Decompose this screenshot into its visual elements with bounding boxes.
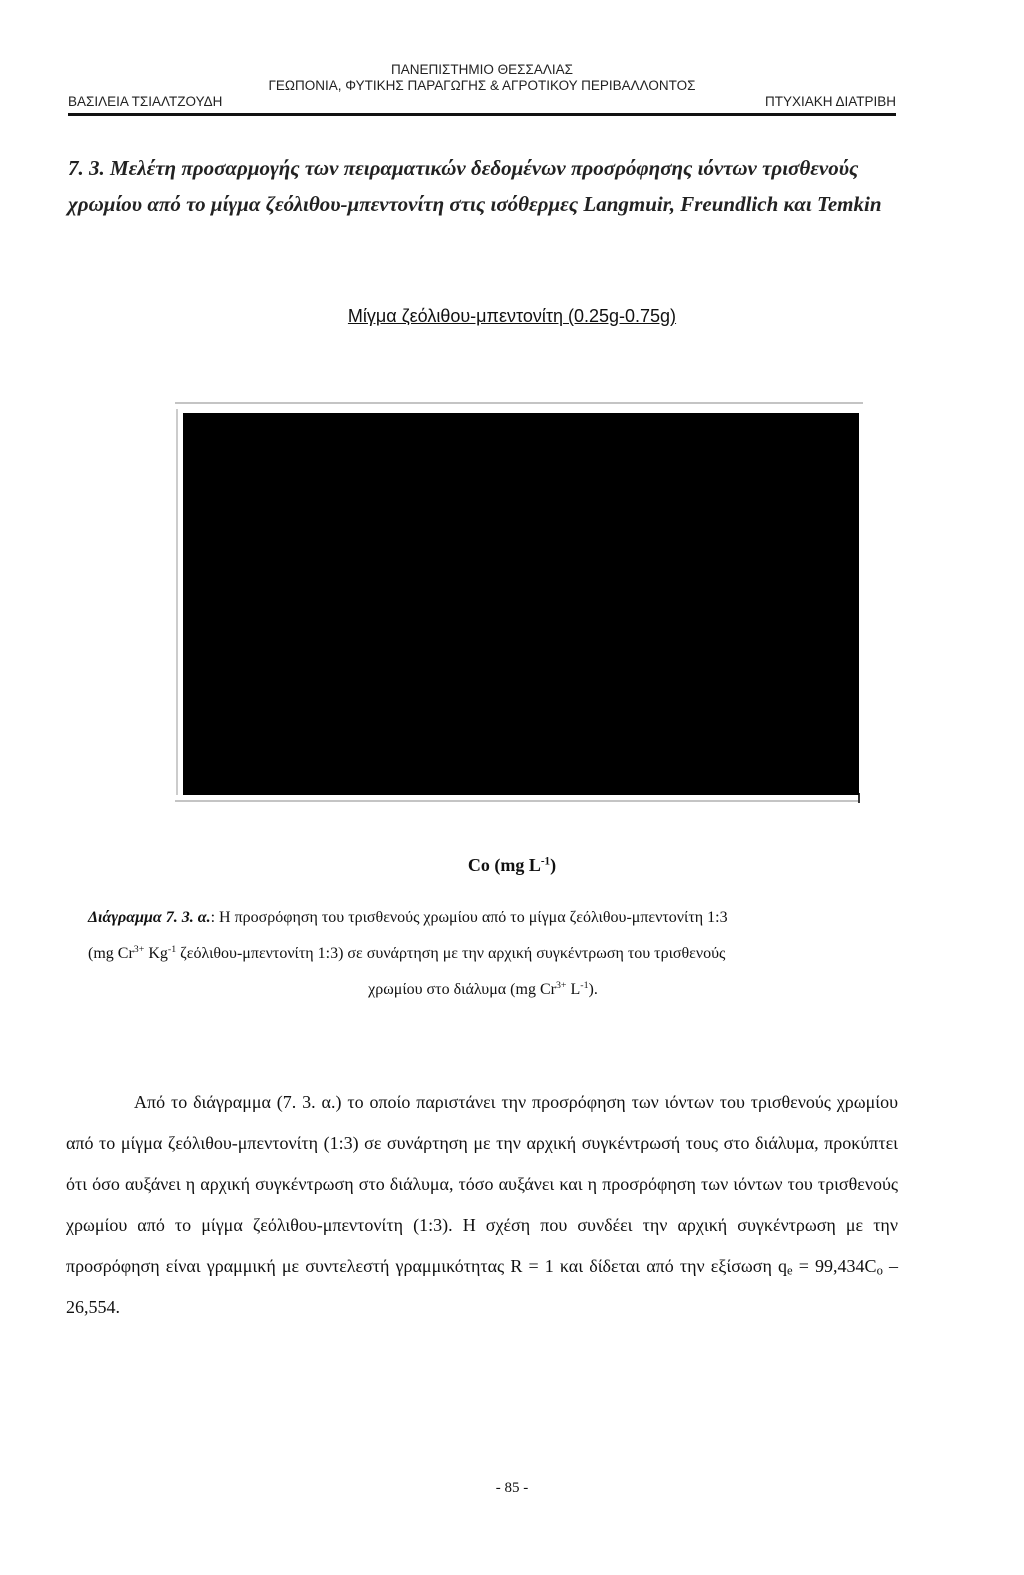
caption-lead: Διάγραμμα 7. 3. α. [88, 909, 211, 926]
x-axis-label: Co (mg $L^{-1}$) [467, 855, 557, 875]
header-author: ΒΑΣΙΛΕΙΑ ΤΣΙΑΛΤΖΟΥΔΗ [68, 94, 223, 109]
caption-line-2: (mg $Cr^{3+}$ $Kg^{-1}$ ζεόλιθου-μπεντονίτη 1:3) σε συνάρτηση με την αρχική συγκέντρωση του τρισθενούς [88, 944, 726, 962]
header-university: ΠΑΝΕΠΙΣΤΗΜΙΟ ΘΕΣΣΑΛΙΑΣ [391, 62, 573, 77]
header-doc-type: ΠΤΥΧΙΑΚΗ ΔΙΑΤΡΙΒΗ [764, 94, 896, 109]
caption-line-1: Διάγραμμα 7. 3. α.: Η προσρόφηση του τρισθενούς χρωμίου από το μίγμα ζεόλιθου-μπεντονίτη 1:3 [88, 909, 728, 926]
body-paragraph: Από το διάγραμμα (7. 3. α.) το οποίο παριστάνει την προσρόφηση των ιόντων του τρισθενούς χρωμίου από το μίγμα ζεόλιθου-μπεντονίτη (1:3) σε συνάρτηση με την αρχική συγκέντρωσή τους στο διάλυμα, προκύπτει ότι όσο αυξάνει η αρχική συγκέντρωση στο διάλυμα, τόσο αυξάνει και η προσρόφηση των ιόντων του τρισθενούς χρωμίου από το μίγμα ζεόλιθου-μπεντονίτη (1:3). Η σχέση που συνδέει την αρχική συγκέντρωση με την προσρόφηση είναι γραμμική με συντελεστή γραμμικότητας R = 1 και δίδεται από την εξίσωση $q_e = 99,434C_o - 26,554$. [66, 1092, 898, 1317]
subtitle-label: Μίγμα ζεόλιθου-μπεντονίτη [347, 306, 563, 326]
subtitle [0, 306, 1024, 327]
chart [175, 395, 863, 807]
plot-area [183, 413, 859, 795]
page-number: - 85 - [495, 1480, 529, 1496]
subtitle-amounts: (0.25g-0.75g) [562, 306, 677, 326]
page-header [68, 62, 896, 116]
header-line [68, 94, 896, 110]
header-department: ΓΕΩΠΟΝΙΑ, ΦΥΤΙΚΗΣ ΠΑΡΑΓΩΓΗΣ & ΑΓΡΟΤΙΚΟΥ ΠΕΡΙΒΑΛΛΟΝΤΟΣ [268, 78, 696, 93]
caption-line-3: χρωμίου στο διάλυμα (mg $Cr^{3+}$ $L^{-1}$). [368, 980, 598, 998]
figure-caption [88, 900, 878, 1008]
section-title: 7. 3. Μελέτη προσαρμογής των πειραματικών δεδομένων προσρόφησης ιόντων τρισθενούς χρωμίου από το μίγμα ζεόλιθου-μπεντονίτη στις ισόθερμες Langmuir, Freundlich και Temkin [68, 156, 882, 216]
header-rule [68, 113, 896, 116]
